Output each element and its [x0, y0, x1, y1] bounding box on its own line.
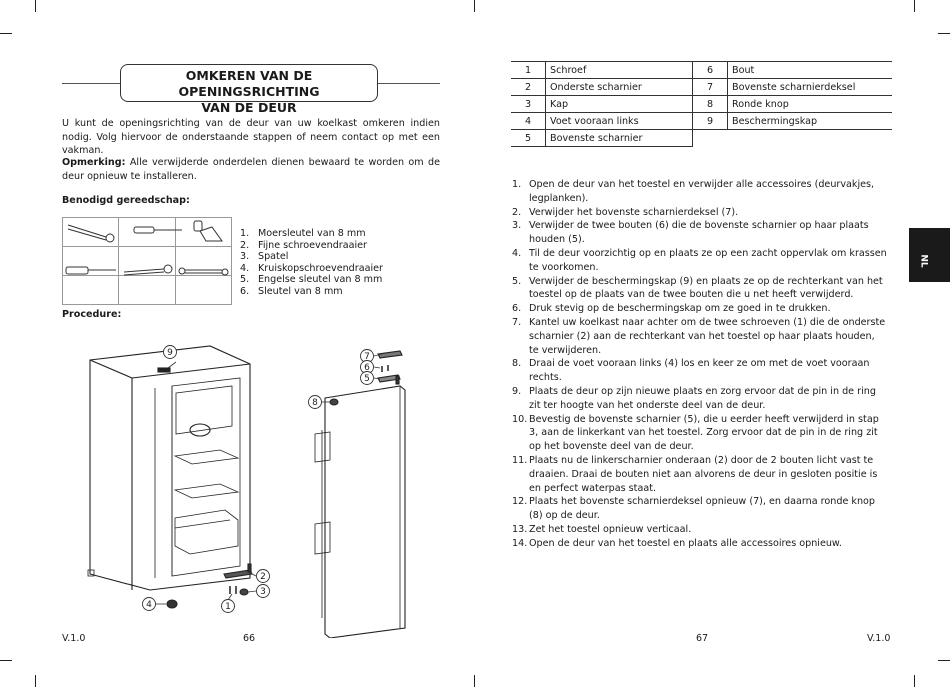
callout-3: 3 [260, 587, 266, 597]
tools-illustration-grid [62, 217, 232, 297]
footer-page-right: 67 [696, 633, 709, 644]
footer-page-left: 66 [243, 633, 256, 644]
screwdriver-icon [134, 227, 182, 233]
list-item: 13. Zet het toestel opnieuw verticaal. [512, 523, 692, 535]
list-item: 1. Moersleutel van 8 mm [240, 228, 366, 239]
list-item: 2. Fijne schroevendraaier [240, 239, 368, 251]
list-item: 11. Plaats nu de linkerscharnier onderaan (2) door de 2 bouten licht vast te draaien. Draai de bouten niet aan alvorens de deur in gesloten positie is en perfect waterpas staat. [512, 454, 878, 494]
callout-8: 8 [312, 398, 318, 408]
list-item: 2. Verwijder het bovenste scharnierdeksel (7). [512, 206, 739, 218]
spatula-icon [194, 221, 222, 241]
crop-mark [35, 0, 36, 12]
crop-mark [0, 660, 12, 661]
wrench-icon [68, 225, 114, 242]
tools-list [240, 228, 383, 297]
table-row: 3 Kap 8 Ronde knop [511, 96, 892, 113]
list-item: 12. Plaats het bovenste scharnierdeksel opnieuw (7), en daarna ronde knop (8) op de deur. [512, 496, 875, 522]
adjustable-wrench-icon [124, 265, 172, 275]
list-item: 3. Verwijder de twee bouten (6) die de bovenste scharnier op haar plaats houden (5). [512, 220, 869, 246]
footer-version-right: V.1.0 [867, 633, 891, 644]
crop-mark [0, 33, 12, 34]
list-item: 3. Spatel [240, 251, 289, 262]
socket-wrench-icon [179, 268, 228, 275]
page-title-line1: OMKEREN VAN DE OPENINGSRICHTING [178, 68, 320, 99]
list-item: 1. Open de deur van het toestel en verwijder alle accessoires (deurvakjes, legplanken). [512, 179, 875, 204]
list-item: 4. Til de deur voorzichtig op en plaats ze op een zacht oppervlak om krassen te voorkomen. [512, 247, 887, 273]
list-item: 6. Druk stevig op de beschermingskap om ze goed in te drukken. [512, 303, 831, 315]
crop-mark [914, 675, 915, 687]
procedure-steps [512, 178, 887, 551]
language-tab-label: NL [918, 254, 929, 268]
page-title [120, 64, 378, 115]
list-item: 9. Plaats de deur op zijn nieuwe plaats en zorg ervoor dat de pin in de ring zit ter hoogte van het onderste deel van de deur. [512, 385, 876, 411]
list-item: 5. Engelse sleutel van 8 mm [240, 274, 383, 285]
tools-heading: Benodigd gereedschap: [62, 195, 190, 206]
tools-drawing [62, 217, 232, 297]
page-title-line2: VAN DE DEUR [201, 100, 297, 115]
thermostat-knob [190, 424, 210, 436]
callout-6: 6 [364, 363, 370, 373]
list-item: 10. Bevestig de bovenste scharnier (5), die u eerder heeft verwijderd in stap 3, aan de linkerkant van het toestel. Zorg ervoor dat de pin in de ring zit op het bovenste deel van de deur. [512, 413, 879, 453]
list-item: 5. Verwijder de beschermingskap (9) en plaats ze op de rechterkant van het toestel op de plaats van de twee bouten die u net heeft verwijderd. [512, 275, 883, 301]
callout-9: 9 [167, 348, 173, 358]
list-item: 4. Kruiskopschroevendraaier [240, 262, 383, 274]
procedure-heading: Procedure: [62, 309, 122, 320]
crop-mark [474, 0, 475, 12]
parts-table [511, 61, 892, 147]
table-row: 2 Onderste scharnier 7 Bovenste scharnierdeksel [511, 79, 892, 96]
table-row: 5 Bovenste scharnier [511, 130, 892, 147]
footer-version-left: V.1.0 [62, 633, 86, 644]
callout-4: 4 [146, 600, 152, 610]
crop-mark [938, 660, 950, 661]
note-label: Opmerking: [62, 157, 126, 168]
list-item: 7. Kantel uw koelkast naar achter om de twee schroeven (1) die de onderste scharnier (2) aan de rechterkant van het toestel op haar plaats houden, te verwijderen. [512, 316, 886, 356]
callout-7: 7 [364, 352, 370, 362]
list-item: 8. Draai de voet vooraan links (4) los en keer ze om met de voet vooraan rechts. [512, 358, 870, 384]
crop-mark [35, 675, 36, 687]
language-tab [909, 228, 950, 282]
fridge-diagram [60, 338, 440, 638]
list-item: 6. Sleutel van 8 mm [240, 285, 343, 297]
crop-mark [938, 33, 950, 34]
callout-2: 2 [260, 572, 266, 582]
intro-paragraph: U kunt de openingsrichting van de deur van uw koelkast omkeren indien nodig. Volg hiervoor de onderstaande stappen of neem contact op met een vakman. [62, 118, 440, 156]
table-row: 4 Voet vooraan links 9 Beschermingskap [511, 113, 892, 130]
fridge-door [325, 386, 405, 638]
note-paragraph [62, 156, 440, 183]
cross-screwdriver-icon [66, 267, 116, 274]
fridge-cabinet [90, 346, 250, 590]
crop-mark [914, 0, 915, 12]
callout-1: 1 [225, 602, 231, 612]
callout-5: 5 [364, 374, 370, 384]
note-text: Alle verwijderde onderdelen dienen bewaard te worden om de deur opnieuw te installeren. [62, 157, 440, 182]
list-item: 14. Open de deur van het toestel en plaats alle accessoires opnieuw. [512, 537, 842, 549]
table-row: 1 Schroef 6 Bout [511, 62, 892, 79]
crop-mark [474, 675, 475, 687]
